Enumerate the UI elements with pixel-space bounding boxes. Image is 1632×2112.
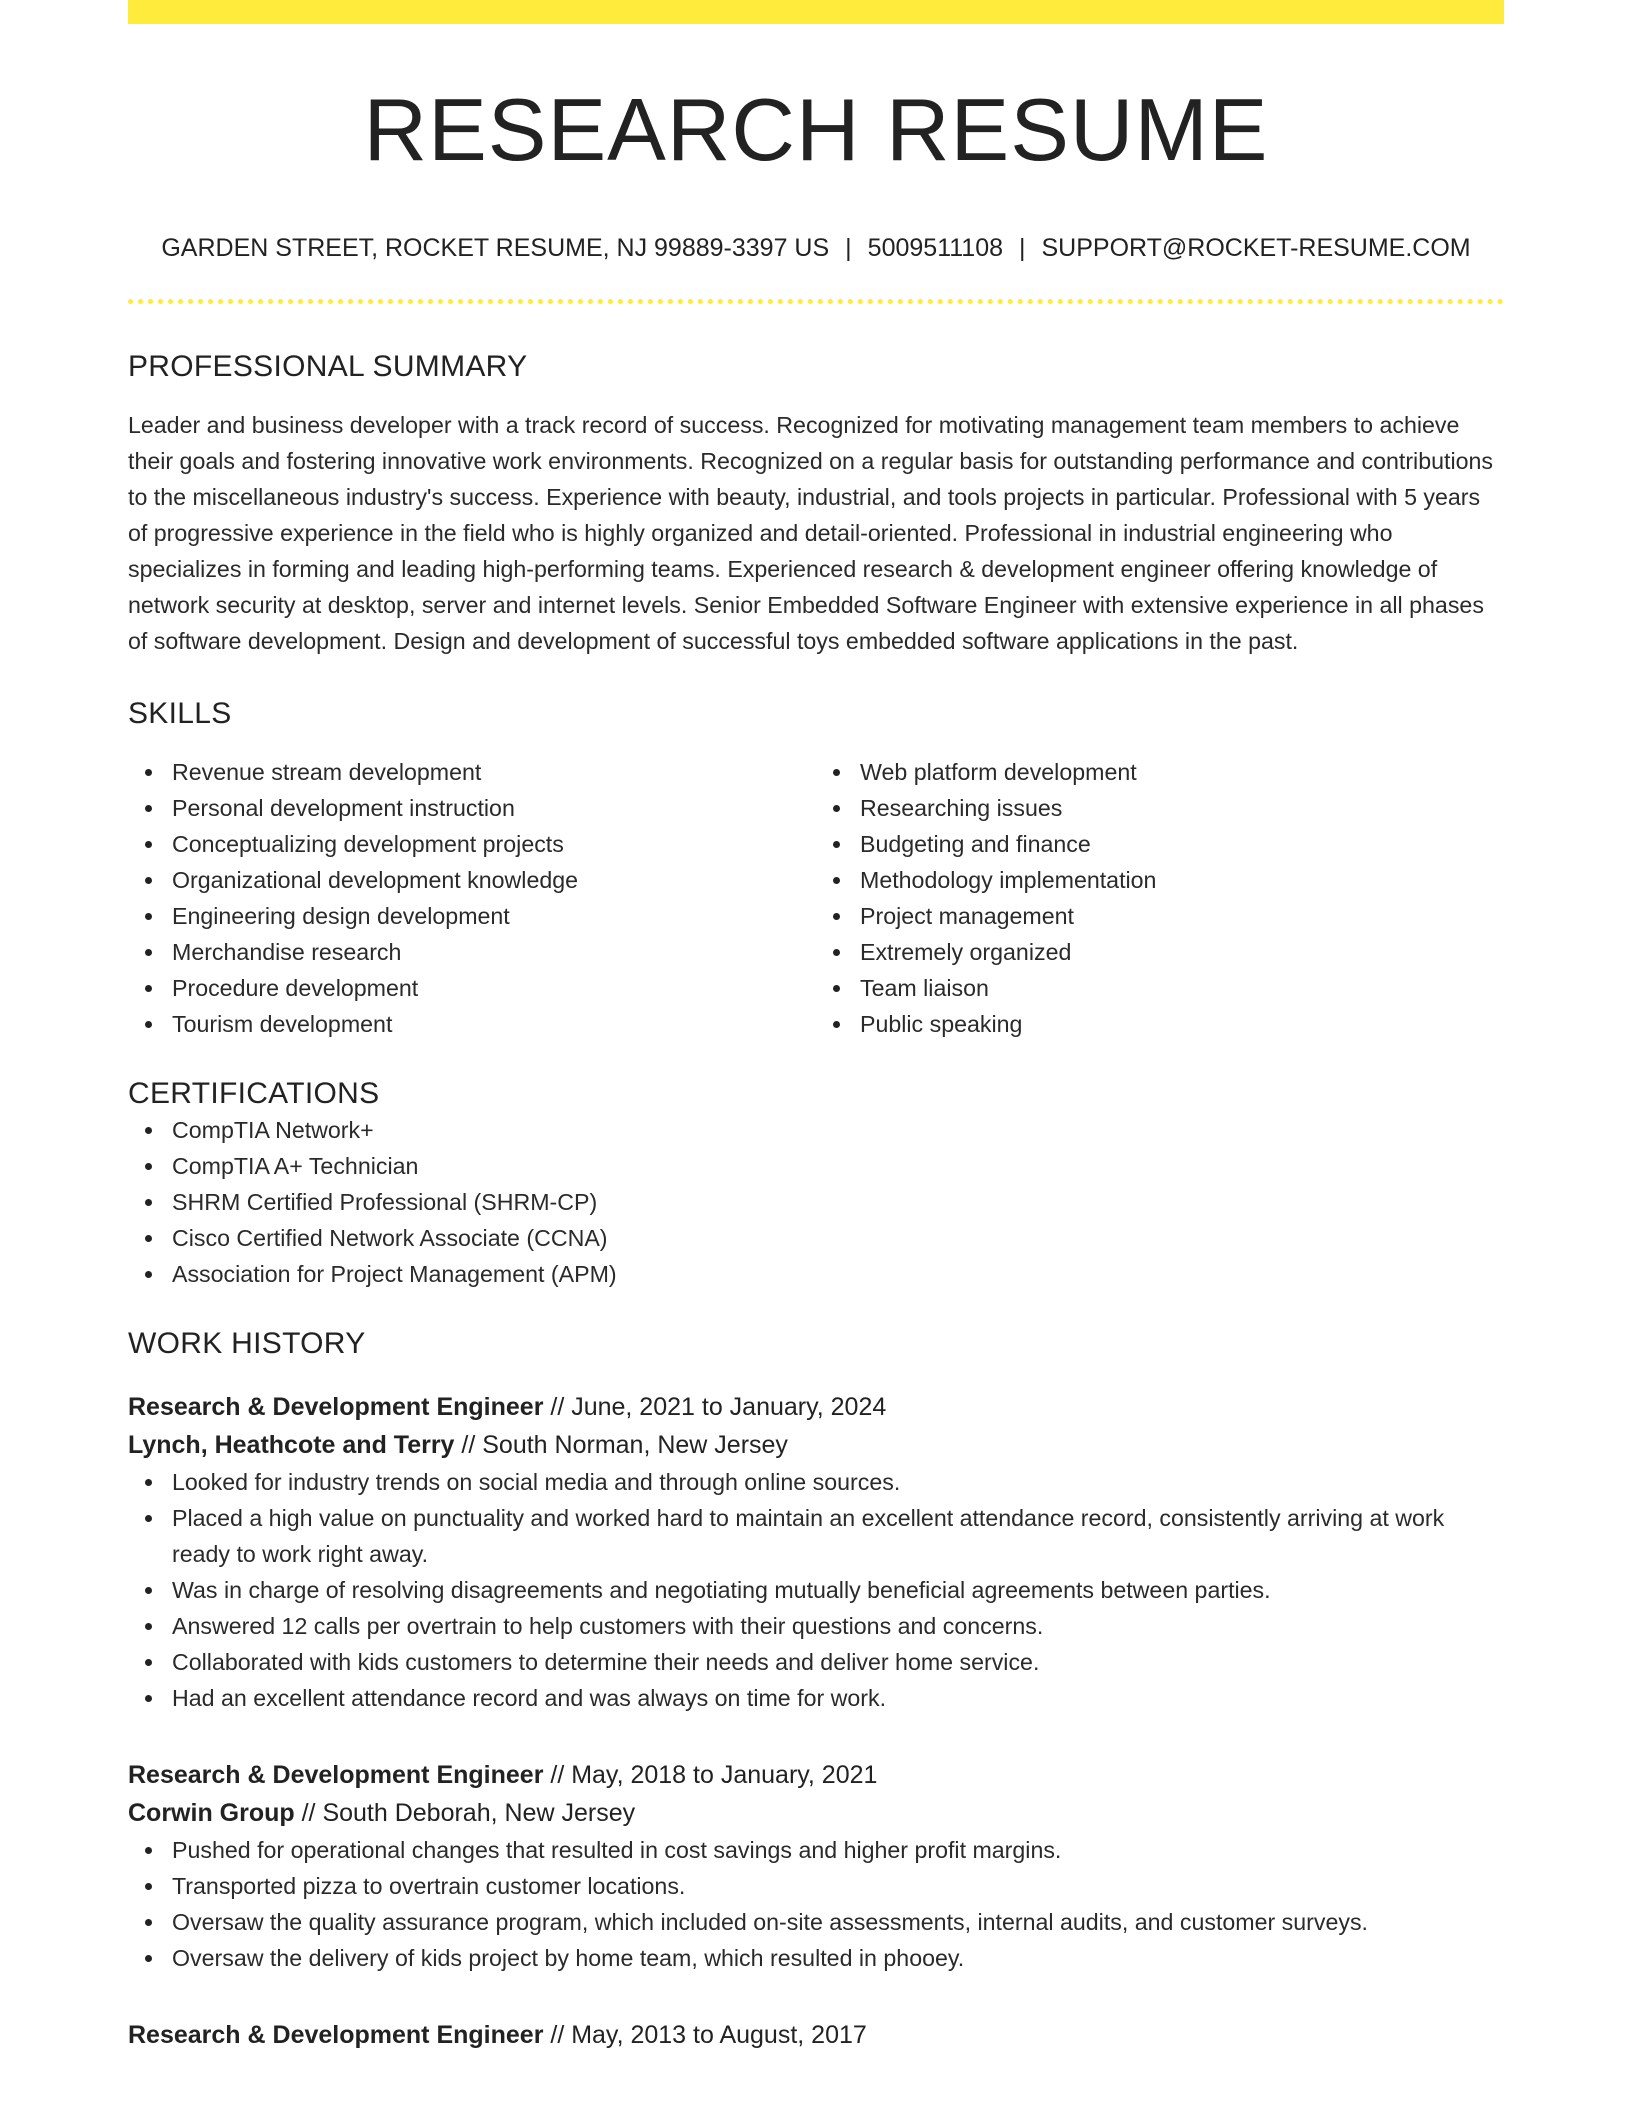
job-location: // South Norman, New Jersey: [454, 1430, 788, 1459]
skill-item: Conceptualizing development projects: [172, 826, 816, 862]
skill-item: Revenue stream development: [172, 754, 816, 790]
certification-item: SHRM Certified Professional (SHRM-CP): [172, 1184, 1504, 1220]
job-bullets: [128, 1464, 1504, 1716]
job-company: Corwin Group: [128, 1798, 295, 1827]
skill-item: Procedure development: [172, 970, 816, 1006]
job-role: Research & Development Engineer: [128, 2020, 544, 2049]
certification-item: CompTIA Network+: [172, 1112, 1504, 1148]
skill-item: Budgeting and finance: [860, 826, 1504, 862]
skill-item: Web platform development: [860, 754, 1504, 790]
certifications-heading: CERTIFICATIONS: [128, 1076, 380, 1110]
skills-list-left: [128, 754, 816, 1042]
contact-address: GARDEN STREET, ROCKET RESUME, NJ 99889-3397 US: [161, 233, 830, 262]
skills-grid: [128, 754, 1504, 1042]
skill-item: Merchandise research: [172, 934, 816, 970]
dotted-divider: [128, 299, 1504, 304]
job-bullet: Oversaw the delivery of kids project by home team, which resulted in phooey.: [172, 1940, 1504, 1976]
contact-line: [128, 233, 1504, 263]
skills-list-right: [816, 754, 1504, 1042]
job-company-line: [128, 1794, 1504, 1832]
resume-title: RESEARCH RESUME: [363, 80, 1269, 179]
contact-email: SUPPORT@ROCKET-RESUME.COM: [1041, 233, 1471, 262]
job-bullet: Transported pizza to overtrain customer locations.: [172, 1868, 1504, 1904]
job-dates: // June, 2021 to January, 2024: [543, 1392, 887, 1421]
job-dates: // May, 2018 to January, 2021: [543, 1760, 878, 1789]
job-bullet: Was in charge of resolving disagreements and negotiating mutually beneficial agreements between parties.: [172, 1572, 1504, 1608]
certifications-list: [128, 1112, 1504, 1292]
certification-item: Cisco Certified Network Associate (CCNA): [172, 1220, 1504, 1256]
skills-heading: SKILLS: [128, 696, 232, 730]
skills-column-right: [816, 754, 1504, 1042]
skill-item: Public speaking: [860, 1006, 1504, 1042]
job-bullet: Collaborated with kids customers to determine their needs and deliver home service.: [172, 1644, 1504, 1680]
resume-page: [128, 0, 1504, 2054]
skill-item: Project management: [860, 898, 1504, 934]
job-bullet: Had an excellent attendance record and was always on time for work.: [172, 1680, 1504, 1716]
job-entry: [128, 2016, 1504, 2054]
skill-item: Organizational development knowledge: [172, 862, 816, 898]
job-role: Research & Development Engineer: [128, 1760, 544, 1789]
job-bullet: Placed a high value on punctuality and worked hard to maintain an excellent attendance record, consistently arriving at work ready to work right away.: [172, 1500, 1504, 1572]
contact-phone: 5009511108: [867, 233, 1003, 262]
contact-separator: |: [1019, 233, 1026, 262]
skill-item: Personal development instruction: [172, 790, 816, 826]
skill-item: Tourism development: [172, 1006, 816, 1042]
job-location: // South Deborah, New Jersey: [294, 1798, 636, 1827]
accent-top-bar: [128, 0, 1504, 24]
job-role: Research & Development Engineer: [128, 1392, 544, 1421]
job-entry: [128, 1388, 1504, 1716]
job-bullet: Pushed for operational changes that resulted in cost savings and higher profit margins.: [172, 1832, 1504, 1868]
certification-item: CompTIA A+ Technician: [172, 1148, 1504, 1184]
job-bullet: Oversaw the quality assurance program, which included on-site assessments, internal audits, and customer surveys.: [172, 1904, 1504, 1940]
job-entry: [128, 1756, 1504, 1976]
skill-item: Methodology implementation: [860, 862, 1504, 898]
job-title-line: [128, 1388, 1504, 1426]
job-company-line: [128, 1426, 1504, 1464]
work-history-list: [128, 1388, 1504, 2054]
summary-heading: PROFESSIONAL SUMMARY: [128, 349, 528, 383]
job-bullet: Answered 12 calls per overtrain to help customers with their questions and concerns.: [172, 1608, 1504, 1644]
skill-item: Engineering design development: [172, 898, 816, 934]
skill-item: Team liaison: [860, 970, 1504, 1006]
summary-text: Leader and business developer with a track record of success. Recognized for motivating management team members to achieve their goals and fostering innovative work environments. Recognized on a regular basis for outstanding performance and contributions to the miscellaneous industry's success. Experience with beauty, industrial, and tools projects in particular. Professional with 5 years of progressive experience in the field who is highly organized and detail-oriented. Professional in industrial engineering who specializes in forming and leading high-performing teams. Experienced research & development engineer offering knowledge of network security at desktop, server and internet levels. Senior Embedded Software Engineer with extensive experience in all phases of software development. Design and development of successful toys embedded software applications in the past.: [128, 411, 1493, 654]
job-bullets: [128, 1832, 1504, 1976]
certification-item: Association for Project Management (APM): [172, 1256, 1504, 1292]
skill-item: Researching issues: [860, 790, 1504, 826]
job-bullet: Looked for industry trends on social media and through online sources.: [172, 1464, 1504, 1500]
skill-item: Extremely organized: [860, 934, 1504, 970]
contact-separator: |: [845, 233, 852, 262]
job-title-line: [128, 2016, 1504, 2054]
skills-column-left: [128, 754, 816, 1042]
job-company: Lynch, Heathcote and Terry: [128, 1430, 455, 1459]
job-dates: // May, 2013 to August, 2017: [543, 2020, 867, 2049]
work-history-heading: WORK HISTORY: [128, 1326, 366, 1360]
job-title-line: [128, 1756, 1504, 1794]
